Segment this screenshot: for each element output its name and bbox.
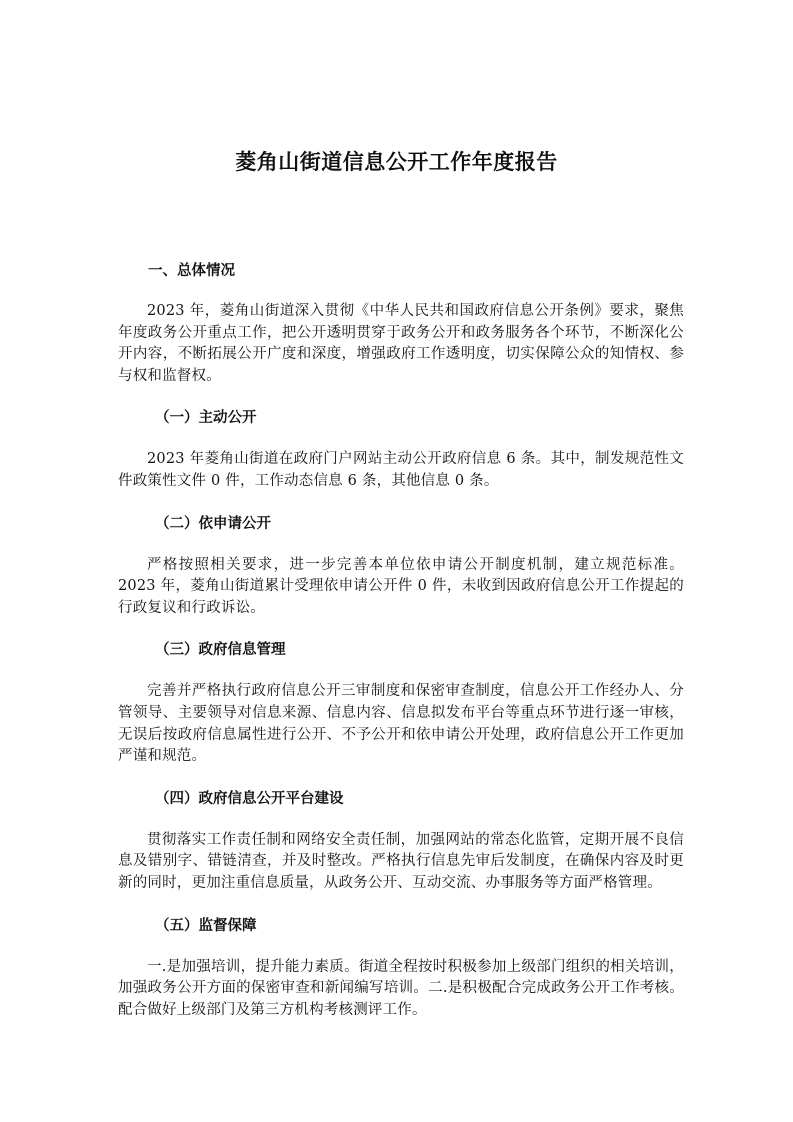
section-heading-overview: 一、总体情况 (148, 263, 235, 279)
proactive-disclosure-paragraph: 2023 年菱角山街道在政府门户网站主动公开政府信息 6 条。其中，制发规范性文件政策性文件 0 件，工作动态信息 6 条，其他信息 0 条。 (118, 451, 684, 489)
subsection-heading-proactive-disclosure: （一）主动公开 (155, 410, 257, 427)
overview-paragraph: 2023 年，菱角山街道深入贯彻《中华人民共和国政府信息公开条例》要求，聚焦年度政务公开重点工作，把公开透明贯穿于政务公开和政务服务各个环节，不断深化公开内容，不断拓展公开广度和深度，增强政府工作透明度，切实保障公众的知情权、参与权和监督权。 (118, 303, 684, 384)
information-management-paragraph: 完善并严格执行政府信息公开三审制度和保密审查制度，信息公开工作经办人、分管领导、主要领导对信息来源、信息内容、信息拟发布平台等重点环节进行逐一审核，无误后按政府信息属性进行公开、不予公开和依申请公开处理，政府信息公开工作更加严谨和规范。 (118, 683, 684, 765)
subsection-heading-supervision: （五）监督保障 (155, 917, 257, 934)
platform-construction-paragraph: 贯彻落实工作责任制和网络安全责任制，加强网站的常态化监管，定期开展不良信息及错别字、错链清查，并及时整改。严格执行信息先审后发制度，在确保内容及时更新的同时，更加注重信息质量，从政务公开、互动交流、办事服务等方面严格管理。 (118, 831, 684, 891)
document-body (118, 260, 684, 1041)
document-title: 菱角山街道信息公开工作年度报告 (235, 150, 558, 174)
subsection-heading-platform-construction: （四）政府信息公开平台建设 (155, 790, 344, 807)
disclosure-on-request-paragraph: 严格按照相关要求，进一步完善本单位依申请公开制度机制，建立规范标准。2023 年，菱角山街道累计受理依申请公开件 0 件，未收到因政府信息公开工作提起的行政复议和行政诉讼。 (118, 556, 684, 616)
subsection-heading-information-management: （三）政府信息管理 (155, 642, 286, 659)
supervision-paragraph: 一.是加强培训，提升能力素质。街道全程按时积极参加上级部门组织的相关培训，加强政务公开方面的保密审查和新闻编写培训。二.是积极配合完成政务公开工作考核。配合做好上级部门及第三方机构考核测评工作。 (118, 958, 684, 1018)
subsection-heading-disclosure-on-request: （二）依申请公开 (155, 515, 271, 532)
